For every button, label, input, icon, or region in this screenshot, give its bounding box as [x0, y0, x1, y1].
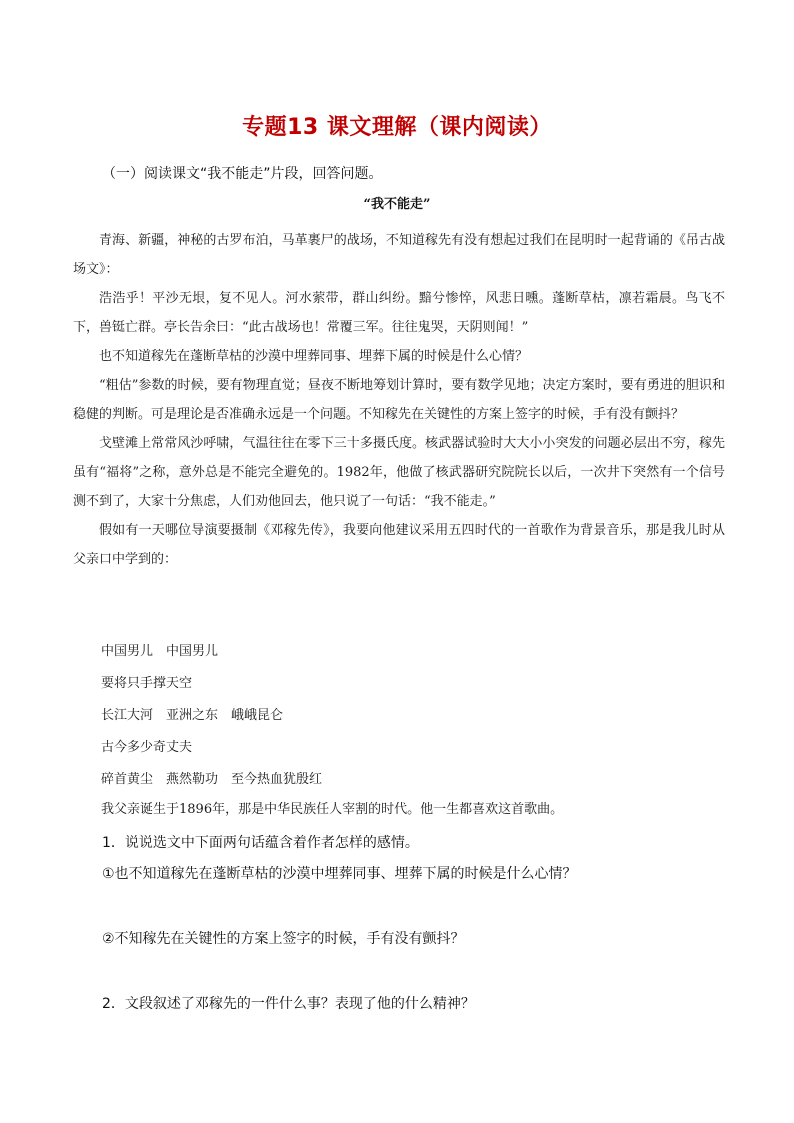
passage-title: “我不能走” [363, 197, 431, 212]
question-2: 2．文段叙述了邓稼先的一件什么事？表现了他的什么精神？ [102, 996, 475, 1012]
answer-space-1b[interactable] [102, 957, 722, 983]
page-title: 专题13 课文理解（课内阅读） [242, 115, 552, 140]
song-line: 要将只手撑天空 [101, 676, 193, 691]
answer-space-2[interactable] [102, 1022, 722, 1048]
song-line: 碎首黄尘 燕然勒功 至今热血犹殷红 [101, 772, 323, 787]
passage-paragraph: 青海、新疆，神秘的古罗布泊，马革裹尸的战场，不知道稼先有没有想起过我们在昆明时一起背诵的《吊古战场文》： [73, 233, 725, 277]
passage-paragraph: 戈壁滩上常常风沙呼啸，气温往往在零下三十多摄氏度。核武器试验时大大小小突发的问题必层出不穷，稼先虽有“福将”之称，意外总是不能完全避免的。1982年，他做了核武器研究院院长以后，一次井下突然有一个信号测不到了，大家十分焦虑，人们劝他回去，他只说了一句话：“我不能走。” [73, 436, 725, 509]
song-line: 古今多少奇丈夫 [101, 740, 193, 755]
passage-paragraph: 假如有一天哪位导演要摄制《邓稼先传》，我要向他建议采用五四时代的一首歌作为背景音乐，那是我儿时从父亲口中学到的： [73, 523, 725, 567]
question-1-item-a: ①也不知道稼先在蓬断草枯的沙漠中埋葬同事、埋葬下属的时候是什么心情？ [102, 866, 577, 882]
song-line: 长江大河 亚洲之东 峨峨昆仑 [101, 708, 284, 723]
passage-body [73, 226, 725, 574]
question-1-item-b: ②不知稼先在关键性的方案上签字的时候，手有没有颤抖？ [102, 931, 465, 947]
passage-paragraph: “粗估”参数的时候，要有物理直觉；昼夜不断地筹划计算时，要有数学见地；决定方案时，要有勇进的胆识和稳健的判断。可是理论是否准确永远是一个问题。不知稼先在关键性的方案上签字的时候，手有没有颤抖？ [73, 378, 725, 422]
section-heading: （一）阅读课文“我不能走”片段，回答问题。 [102, 166, 383, 182]
answer-space-1a[interactable] [102, 892, 722, 918]
closing-paragraph: 我父亲诞生于1896年，那是中华民族任人宰割的时代。他一生都喜欢这首歌曲。 [101, 802, 564, 817]
passage-paragraph: 也不知道稼先在蓬断草枯的沙漠中埋葬同事、埋葬下属的时候是什么心情？ [99, 349, 529, 364]
song-line: 中国男儿 中国男儿 [101, 644, 219, 659]
passage-paragraph: 浩浩乎！平沙无垠，复不见人。河水萦带，群山纠纷。黯兮惨悴，风悲日曛。蓬断草枯，凛若霜晨。鸟飞不下，兽铤亡群。亭长告余曰：“此古战场也！常覆三军。往往鬼哭，天阴则闻！” [73, 291, 725, 335]
question-1: 1．说说选文中下面两句话蕴含着作者怎样的感情。 [102, 835, 419, 851]
